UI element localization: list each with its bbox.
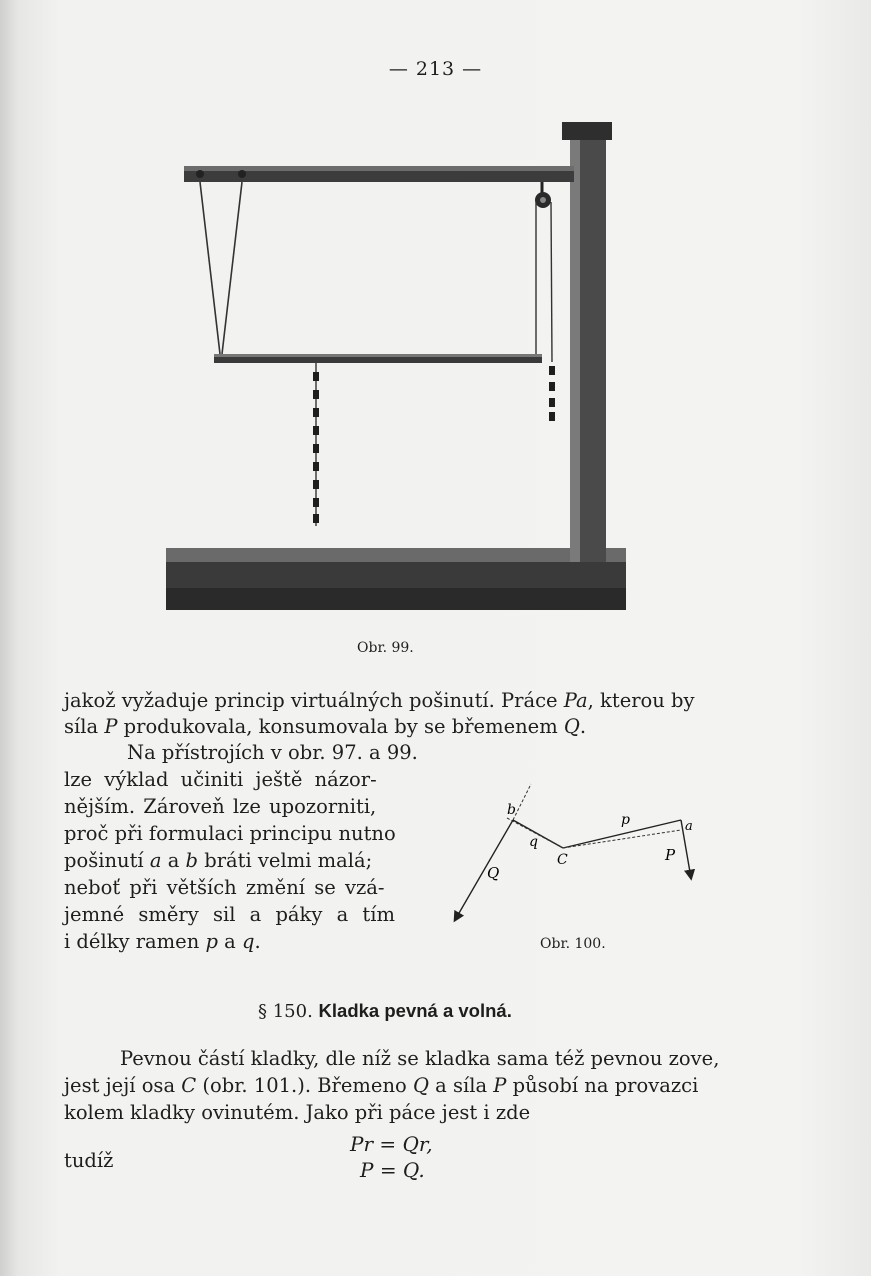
paragraph-3-line-1: Pevnou částí kladky, dle níž se kladka sama též pevnou zove, [120, 1047, 720, 1070]
weight-chain [313, 372, 319, 523]
paragraph-2-line-8: i délky ramen p a q. [64, 930, 261, 953]
label-b: b [507, 802, 516, 818]
pulley-weights [549, 366, 555, 421]
formula-2-label: tudíž [64, 1149, 114, 1172]
label-Q: Q [487, 864, 500, 882]
arm-q [513, 820, 563, 848]
paragraph-2-line-6: neboť při větších změní se vzá- [64, 876, 385, 899]
label-P: P [665, 846, 676, 864]
paragraph-2-line-7: jemné směry sil a páky a tím [64, 903, 395, 926]
paragraph-2-line-5: pošinutí a a b bráti velmi malá; [64, 849, 373, 872]
paragraph-2-line-4: proč při formulaci principu nutno [64, 822, 396, 845]
label-q: q [529, 834, 538, 850]
section-number: § 150. [258, 1001, 313, 1022]
paragraph-2-line-3: nějším. Zároveň lze upozorniti, [64, 795, 377, 818]
label-C: C [557, 852, 568, 868]
figure-99-caption: Obr. 99. [357, 640, 414, 656]
formula-2: P = Q. [360, 1158, 425, 1182]
figure-100-diagram [445, 778, 715, 928]
section-heading [258, 1000, 512, 1022]
label-a: a [685, 819, 693, 834]
section-title: Kladka pevná a volná. [318, 1000, 512, 1021]
force-Q [455, 820, 513, 920]
figure-100-caption: Obr. 100. [540, 936, 606, 952]
label-p: p [621, 812, 630, 828]
figure-99-apparatus [150, 110, 640, 620]
paragraph-2-line-1: Na přístrojích v obr. 97. a 99. [127, 741, 418, 764]
paragraph-3-line-2: jest její osa C (obr. 101.). Břemeno Q a síla P působí na provazci [64, 1074, 699, 1097]
paragraph-2-line-2: lze výklad učiniti ještě názor- [64, 768, 377, 791]
paragraph-1-line-1: jakož vyžaduje princip virtuálných pošinutí. Práce Pa, kterou by [64, 689, 695, 712]
formula-1: Pr = Qr, [350, 1132, 433, 1156]
paragraph-3-line-3: kolem kladky ovinutém. Jako při páce jest i zde [64, 1101, 531, 1124]
page-number: — 213 — [388, 58, 483, 80]
paragraph-1-line-2: síla P produkovala, konsumovala by se břemenem Q. [64, 715, 587, 738]
